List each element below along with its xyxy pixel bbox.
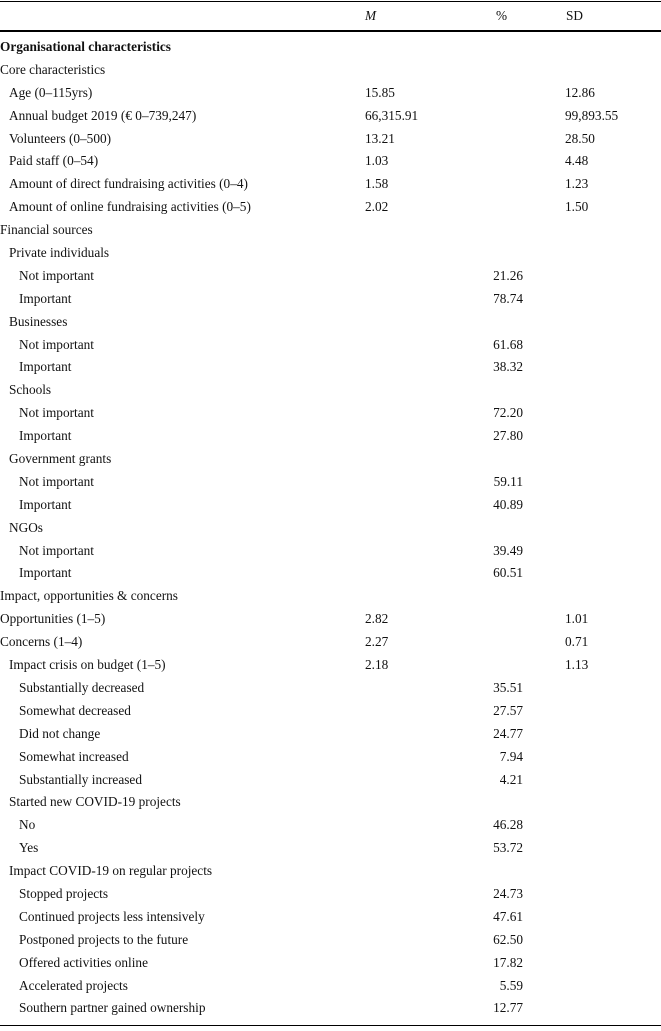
percent-cell: 72.20: [493, 405, 523, 421]
row-label: Businesses: [9, 313, 68, 329]
table-row: [0, 150, 661, 173]
percent-cell: 12.77: [493, 1000, 523, 1016]
mean-cell: 2.27: [365, 634, 389, 650]
percent-cell: 53.72: [493, 840, 523, 856]
percent-cell: 24.73: [493, 885, 523, 901]
row-label: Not important: [19, 473, 94, 489]
sd-cell: 1.23: [565, 176, 589, 192]
table-row: [0, 59, 661, 82]
percent-cell: 24.77: [493, 725, 523, 741]
percent-cell: 4.21: [499, 771, 523, 787]
row-label: Somewhat decreased: [19, 702, 131, 718]
table-row: [0, 471, 661, 494]
row-label: Annual budget 2019 (€ 0–739,247): [9, 107, 197, 123]
sd-cell: 4.48: [565, 153, 589, 169]
row-label: Amount of direct fundraising activities (0–4): [9, 176, 248, 192]
table-row: [0, 608, 661, 631]
table-body: [0, 36, 661, 1020]
sd-cell: 0.71: [565, 634, 589, 650]
table-row: [0, 128, 661, 151]
table-row: [0, 975, 661, 998]
row-label: Impact crisis on budget (1–5): [9, 657, 166, 673]
percent-cell: 60.51: [493, 565, 523, 581]
percent-cell: 40.89: [493, 496, 523, 512]
table-row: [0, 82, 661, 105]
row-label: Important: [19, 496, 72, 512]
row-label: Offered activities online: [19, 954, 148, 970]
row-label: Schools: [9, 382, 52, 398]
row-label: Southern partner gained ownership: [19, 1000, 206, 1016]
table-row: [0, 311, 661, 334]
table-row: [0, 723, 661, 746]
table-header: [0, 2, 661, 30]
table-row: [0, 883, 661, 906]
row-label: Financial sources: [0, 222, 93, 238]
row-label: Core characteristics: [0, 61, 106, 77]
table-row: [0, 242, 661, 265]
mean-cell: 66,315.91: [365, 107, 419, 123]
sd-cell: 28.50: [565, 130, 595, 146]
mean-cell: 2.18: [365, 657, 389, 673]
sd-cell: 1.13: [565, 657, 589, 673]
table-row: [0, 425, 661, 448]
table-row: [0, 517, 661, 540]
table-row: [0, 585, 661, 608]
table-row: [0, 36, 661, 59]
table-row: [0, 746, 661, 769]
row-label: Started new COVID-19 projects: [9, 794, 181, 810]
table-row: [0, 540, 661, 563]
row-label: Organisational characteristics: [0, 39, 171, 54]
mean-cell: 13.21: [365, 130, 395, 146]
table-row: [0, 791, 661, 814]
percent-cell: 59.11: [493, 473, 523, 489]
table-row: [0, 631, 661, 654]
table-row: [0, 814, 661, 837]
mean-cell: 1.03: [365, 153, 389, 169]
row-label: Impact, opportunities & concerns: [0, 588, 178, 604]
row-label: Important: [19, 565, 72, 581]
percent-cell: 17.82: [493, 954, 523, 970]
row-label: Important: [19, 290, 72, 306]
percent-cell: 7.94: [499, 748, 523, 764]
sd-cell: 12.86: [565, 84, 595, 100]
table-row: [0, 196, 661, 219]
percent-cell: 46.28: [493, 817, 523, 833]
table-row: [0, 219, 661, 242]
row-label: Age (0–115yrs): [9, 84, 93, 100]
table-row: [0, 562, 661, 585]
table-row: [0, 929, 661, 952]
mean-cell: 1.58: [365, 176, 389, 192]
header-rule: [0, 30, 661, 32]
percent-cell: 47.61: [493, 908, 523, 924]
table-row: [0, 837, 661, 860]
percent-cell: 5.59: [499, 977, 523, 993]
table-row: [0, 997, 661, 1020]
table-row: [0, 700, 661, 723]
table-row: [0, 402, 661, 425]
table-row: [0, 654, 661, 677]
header-mean: M: [365, 8, 377, 23]
percent-cell: 27.80: [493, 428, 523, 444]
row-label: Important: [19, 428, 72, 444]
table-row: [0, 494, 661, 517]
sd-cell: 1.50: [565, 199, 589, 215]
table-row: [0, 105, 661, 128]
percent-cell: 61.68: [493, 336, 523, 352]
row-label: Did not change: [19, 725, 101, 741]
mean-cell: 2.02: [365, 199, 389, 215]
row-label: Postponed projects to the future: [19, 931, 189, 947]
table-row: [0, 265, 661, 288]
row-label: Not important: [19, 405, 94, 421]
row-label: Not important: [19, 542, 94, 558]
percent-cell: 27.57: [493, 702, 523, 718]
table-row: [0, 379, 661, 402]
row-label: Government grants: [9, 451, 112, 467]
row-label: Private individuals: [9, 245, 110, 261]
percent-cell: 35.51: [493, 679, 523, 695]
row-label: Substantially increased: [19, 771, 142, 787]
row-label: Not important: [19, 267, 94, 283]
row-label: Continued projects less intensively: [19, 908, 205, 924]
header-percent: %: [496, 8, 508, 23]
row-label: Stopped projects: [19, 885, 109, 901]
percent-cell: 62.50: [493, 931, 523, 947]
percent-cell: 39.49: [493, 542, 523, 558]
table-row: [0, 906, 661, 929]
row-label: Concerns (1–4): [0, 634, 83, 650]
percent-cell: 78.74: [493, 290, 523, 306]
row-label: Substantially decreased: [19, 679, 145, 695]
bottom-rule: [0, 1025, 661, 1026]
table-row: [0, 356, 661, 379]
table-row: [0, 677, 661, 700]
percent-cell: 21.26: [493, 267, 523, 283]
row-label: Impact COVID-19 on regular projects: [9, 863, 213, 879]
row-label: No: [19, 817, 36, 833]
row-label: Yes: [19, 840, 39, 856]
row-label: Accelerated projects: [19, 977, 128, 993]
header-sd: SD: [566, 8, 583, 23]
row-label: Paid staff (0–54): [9, 153, 99, 169]
row-label: NGOs: [9, 519, 43, 535]
row-label: Important: [19, 359, 72, 375]
percent-cell: 38.32: [493, 359, 523, 375]
row-label: Not important: [19, 336, 94, 352]
mean-cell: 15.85: [365, 84, 395, 100]
table-row: [0, 860, 661, 883]
sd-cell: 1.01: [565, 611, 589, 627]
row-label: Amount of online fundraising activities (0–5): [9, 199, 251, 215]
sd-cell: 99,893.55: [565, 107, 619, 123]
table-row: [0, 173, 661, 196]
table-row: [0, 448, 661, 471]
table-row: [0, 952, 661, 975]
row-label: Somewhat increased: [19, 748, 129, 764]
row-label: Opportunities (1–5): [0, 611, 106, 627]
table-row: [0, 334, 661, 357]
table-row: [0, 769, 661, 792]
table-row: [0, 288, 661, 311]
row-label: Volunteers (0–500): [9, 130, 112, 146]
mean-cell: 2.82: [365, 611, 389, 627]
